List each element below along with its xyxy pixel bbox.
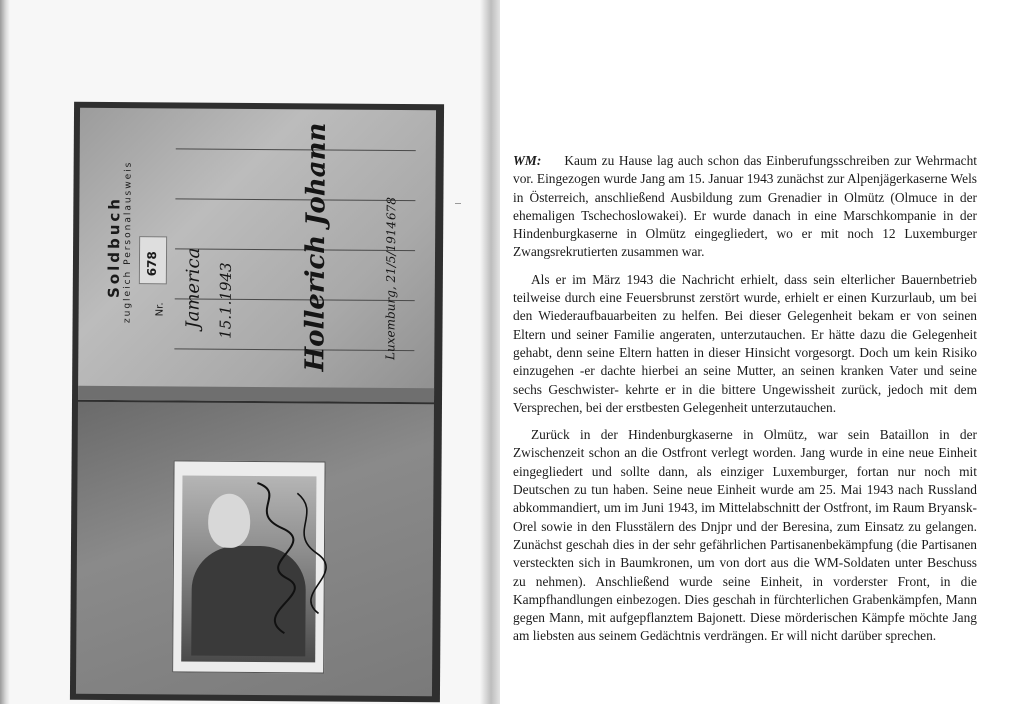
book-gutter [480,0,502,704]
form-line [175,248,415,251]
handwritten-number: 678 [384,196,399,220]
soldbuch-title: Soldbuch [104,195,124,299]
form-line [174,348,414,351]
form-line [175,298,415,301]
paragraph-2: Als er im März 1943 die Nachricht erhielt, dass sein elterlicher Bauernbetrieb teilweise durch eine Feuersbrunst zerstört wurde, erhielt er einen Kurzurlaub, um bei den Wiederaufbauarbeiten zu helfen. Bei dieser Gelegenheit bekam er von seinen Eltern und seiner Familie angeraten, unterzutauchen. Er hätte dazu die Gelegenheit gehabt, denn seine Eltern hatten in dieser Hinsicht vorgesorgt. Doch um kein Risiko einzugehen -er dachte hierbei an seine Mutter, an seinen kranken Vater und seine sechs Geschwister- kehrte er in die bittere Ungewissheit zurück, jedoch mit dem Versprechen, bei der erstbesten Gelegenheit unterzutauchen. [513,271,977,415]
signature-scrawl [226,473,347,664]
paragraph-3: Zurück in der Hindenburgkaserne in Olmütz, war sein Bataillon in der Zwischenzeit schon an die Ostfront verlegt worden. Jang wurde in eine neue Einheit eingegliedert und sollte dann, als einziger Luxemburger, fortan nur noch mit Deutschen zu tun haben. Seine neue Einheit wurde am 25. Mai 1943 nach Russland abkommandiert, um im Juni 1943, im Mittelabschnitt der Ostfront, im Raum Bryansk-Orel sowie in den Flusstälern des Dnjpr und der Beresina, zum Einsatz zu gelangen. Zunächst geschah dies in der sehr gefährlichen Partisanenbekämpfung (die Partisanen versteckten sich in Baumkronen, um von dort aus die WM-Soldaten unter Beschuss zu nehmen). Anschließend wurde seine Einheit, in vorderster Front, in die Kampfhandlungen einbezogen. Dies geschah in fürchterlichen Grabenkämpfen, Mann gegen Mann, mit aufgepflanztem Bajonett. Diese mörderischen Kämpfe möchte Jang am liebsten aus seinem Gedächtnis verdrängen. Er will nicht darüber sprechen. [513,427,977,644]
handwritten-rank: Jamerica [182,247,205,329]
handwritten-birthplace: Luxemburg, 21/5/1914 [383,220,399,360]
number-value: 678 [144,251,160,277]
page-mark [455,200,461,204]
soldbuch-photo [70,102,444,703]
form-line [176,148,416,151]
handwritten-date: 15.1.1943 [216,262,235,339]
soldbuch-upper-page [78,108,436,402]
body-text [513,152,977,646]
soldbuch-subtitle: zugleich Personalausweis [122,160,134,324]
form-line [175,198,415,201]
page-edge [0,0,10,704]
handwritten-name: Hollerich Johann [300,122,332,372]
book-fold [78,386,434,402]
number-label: Nr. [154,302,166,317]
soldbuch-lower-page [76,402,434,696]
speaker-label: WM: [513,153,542,168]
left-page [0,0,492,704]
paragraph-1-body: Kaum zu Hause lag auch schon das Einberufungsschreiben zur Wehrmacht vor. Eingezogen wurde Jang am 15. Januar 1943 zunächst zur Alpenjägerkaserne Wels in Österreich, anschließend Ausbildung zum Grenadier in Olmütz (Olmuce in der ehemaligen Tschechoslowakei). Er wurde danach in eine Marschkompanie in der Hindenburgkaserne in Olmütz eingegliedert, wo er mit noch 12 Luxemburger Zwangsrekrutierten zusammen war. [513,153,977,260]
paragraph-1 [513,152,977,262]
